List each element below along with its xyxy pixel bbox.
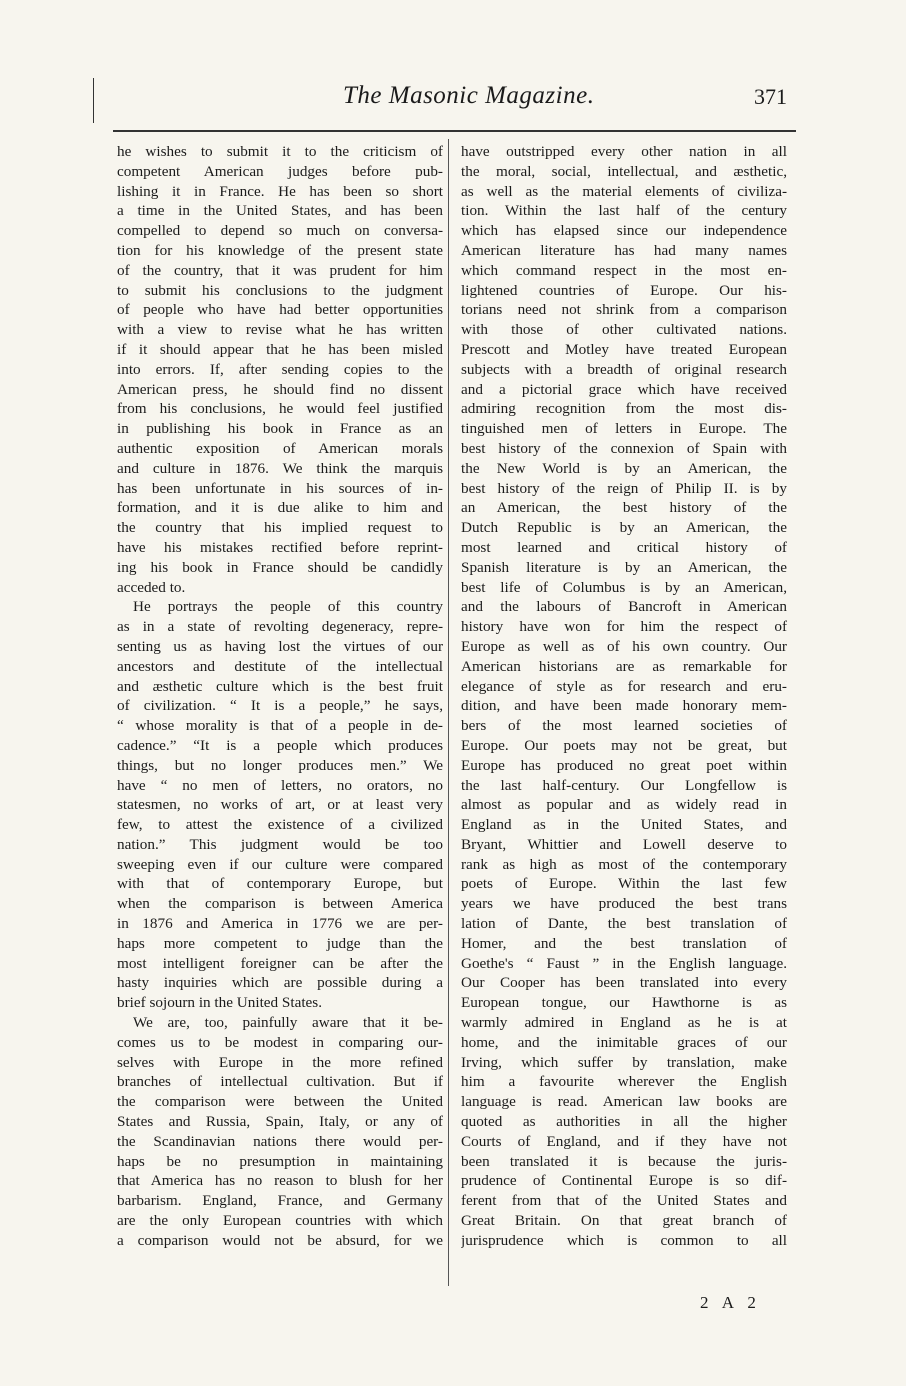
text-line: have outstripped every other nation in all (461, 143, 787, 160)
text-line: and culture in 1876. We think the marquis (117, 459, 443, 477)
text-line: Europe as well as of his own country. Our (461, 637, 787, 655)
text-line: States and Russia, Spain, Italy, or any of (117, 1113, 443, 1131)
text-line: have “ no men of letters, no orators, no (117, 776, 443, 794)
text-line: poets of Europe. Within the last few (461, 875, 787, 893)
text-line: tinguished men of letters in Europe. The (461, 420, 787, 438)
text-line: hasty inquiries which are possible during a (117, 974, 443, 992)
text-line: has been unfortunate in his sources of in- (117, 479, 443, 497)
text-line: the Scandinavian nations there would per- (117, 1132, 443, 1150)
text-line: authentic exposition of American morals (117, 439, 443, 457)
text-line: dition, and have been made honorary mem- (461, 697, 787, 715)
text-line: bers of the most learned societies of (461, 717, 787, 735)
text-line: which command respect in the most en- (461, 261, 787, 279)
text-line: most intelligent foreigner can be after the (117, 954, 443, 972)
text-line: brief sojourn in the United States. (117, 994, 322, 1012)
text-line: the last half-century. Our Longfellow is (461, 776, 787, 794)
text-line: American press, he should find no dissent (117, 380, 443, 398)
text-line: Europe has produced no great poet within (461, 756, 787, 774)
text-line: ancestors and destitute of the intellectual (117, 657, 443, 675)
text-line: rank as high as most of the contemporary (461, 855, 787, 873)
text-line: acceded to. (117, 578, 186, 596)
text-line: elegance of style as for research and eru- (461, 677, 787, 695)
column-divider (448, 139, 449, 1286)
text-line: he wishes to submit it to the criticism of (117, 143, 443, 160)
text-line: Irving, which suffer by translation, make (461, 1053, 787, 1071)
text-line: Bryant, Whittier and Lowell deserve to (461, 835, 787, 853)
text-line: subjects with a breadth of original research (461, 360, 787, 378)
text-line: best life of Columbus is by an American, (461, 578, 787, 596)
margin-rule (93, 78, 94, 123)
text-line: Homer, and the best translation of (461, 934, 787, 952)
text-line: cadence.” “It is a people which produces (117, 736, 443, 754)
text-line: Europe. Our poets may not be great, but (461, 736, 787, 754)
text-line: years we have produced the best trans (461, 895, 787, 913)
text-line: comes us to be modest in comparing our- (117, 1033, 443, 1051)
text-line: lightened countries of Europe. Our his- (461, 281, 787, 299)
text-line: Spanish literature is by an American, the (461, 558, 787, 576)
text-line: Great Britain. On that great branch of (461, 1212, 787, 1230)
text-line: few, to attest the existence of a civilized (117, 816, 443, 834)
text-line: branches of intellectual cultivation. But if (117, 1073, 443, 1091)
text-line: that America has no reason to blush for her (117, 1172, 443, 1190)
text-line: prudence of Continental Europe is so dif- (461, 1172, 787, 1190)
text-line: tion for his knowledge of the present state (117, 241, 443, 259)
page-header (113, 80, 793, 120)
text-line: as in a state of revolting degeneracy, repre- (117, 618, 443, 636)
text-line: things, but no longer produces men.” We (117, 756, 443, 774)
text-line: an American, the best history of the (461, 499, 787, 517)
text-line: almost as popular and as widely read in (461, 796, 787, 814)
text-line: are the only European countries with which (117, 1212, 443, 1230)
text-line: from his conclusions, he would feel justified (117, 400, 443, 418)
right-column (461, 142, 787, 1251)
text-line: and æsthetic culture which is the best fruit (117, 677, 443, 695)
text-line: European tongue, our Hawthorne is as (461, 994, 787, 1012)
signature-mark: 2 A 2 (700, 1293, 761, 1312)
text-line: with those of other cultivated nations. (461, 321, 787, 339)
text-line: He portrays the people of this country (133, 598, 443, 616)
text-line: Goethe's “ Faust ” in the English language. (461, 954, 787, 972)
page-number: 371 (754, 84, 787, 109)
text-line: history have won for him the respect of (461, 618, 787, 636)
text-line: quoted as authorities in all the higher (461, 1113, 787, 1131)
text-line: as well as the material elements of civiliza- (461, 182, 787, 200)
text-line: admiring recognition from the most dis- (461, 400, 787, 418)
text-line: been translated it is because the juris- (461, 1152, 787, 1170)
text-line: of the country, that it was prudent for him (117, 261, 443, 279)
text-line: which has elapsed since our independence (461, 222, 787, 240)
text-line: torians need not shrink from a comparison (461, 301, 787, 319)
text-line: Our Cooper has been translated into every (461, 974, 787, 992)
text-line: the comparison were between the United (117, 1093, 443, 1111)
text-line: nation.” This judgment would be too (117, 835, 443, 853)
text-line: competent American judges before pub- (117, 162, 443, 180)
text-line: with a view to revise what he has written (117, 321, 443, 339)
text-line: a comparison would not be absurd, for we (117, 1231, 443, 1249)
text-line: language is read. American law books are (461, 1093, 787, 1111)
text-line: lation of Dante, the best translation of (461, 915, 787, 933)
text-line: sweeping even if our culture were compared (117, 855, 443, 873)
text-line: “ whose morality is that of a people in de- (117, 717, 443, 735)
text-line: warmly admired in England as he is at (461, 1014, 787, 1032)
text-line: have his mistakes rectified before reprint- (117, 538, 443, 556)
text-line: Courts of England, and if they have not (461, 1132, 787, 1150)
text-line: him a favourite wherever the English (461, 1073, 787, 1091)
header-rule (113, 130, 796, 132)
text-line: into errors. If, after sending copies to the (117, 360, 443, 378)
text-line: in 1876 and America in 1776 we are per- (117, 915, 443, 933)
text-line: tion. Within the last half of the century (461, 202, 787, 220)
text-line: of people who have had better opportunities (117, 301, 443, 319)
text-line: ferent from that of the United States and (461, 1192, 787, 1210)
text-line: Prescott and Motley have treated European (461, 340, 787, 358)
text-line: selves with Europe in the more refined (117, 1053, 443, 1071)
running-title: The Masonic Magazine. (343, 82, 595, 109)
text-line: American historians are as remarkable for (461, 657, 787, 675)
text-line: if it should appear that he has been misled (117, 340, 443, 358)
text-line: England as in the United States, and (461, 816, 787, 834)
text-line: senting us as having lost the virtues of our (117, 637, 443, 655)
text-line: formation, and it is due alike to him and (117, 499, 443, 517)
text-line: of civilization. “ It is a people,” he says, (117, 697, 443, 715)
text-line: with that of contemporary Europe, but (117, 875, 443, 893)
text-line: in publishing his book in France as an (117, 420, 443, 438)
text-line: statesmen, no works of art, or at least very (117, 796, 443, 814)
text-line: and the labours of Bancroft in American (461, 598, 787, 616)
text-line: most learned and critical history of (461, 538, 787, 556)
text-line: We are, too, painfully aware that it be- (133, 1014, 443, 1032)
text-line: best history of the reign of Philip II. is by (461, 479, 787, 497)
text-line: jurisprudence which is common to all (461, 1231, 787, 1249)
left-column (117, 142, 443, 1251)
text-line: haps be no presumption in maintaining (117, 1152, 443, 1170)
text-line: when the comparison is between America (117, 895, 443, 913)
text-line: Dutch Republic is by an American, the (461, 519, 787, 537)
text-line: a time in the United States, and has been (117, 202, 443, 220)
text-line: haps more competent to judge than the (117, 934, 443, 952)
text-line: to submit his conclusions to the judgment (117, 281, 443, 299)
text-line: best history of the connexion of Spain with (461, 439, 787, 457)
text-line: the moral, social, intellectual, and æsthetic, (461, 162, 787, 180)
text-line: the New World is by an American, the (461, 459, 787, 477)
text-line: ing his book in France should be candidly (117, 558, 443, 576)
text-line: American literature has had many names (461, 241, 787, 259)
text-line: and a pictorial grace which have received (461, 380, 787, 398)
text-line: compelled to depend so much on conversa- (117, 222, 443, 240)
text-line: lishing it in France. He has been so short (117, 182, 443, 200)
text-line: home, and the inimitable graces of our (461, 1033, 787, 1051)
text-line: the country that his implied request to (117, 519, 443, 537)
text-line: barbarism. England, France, and Germany (117, 1192, 443, 1210)
